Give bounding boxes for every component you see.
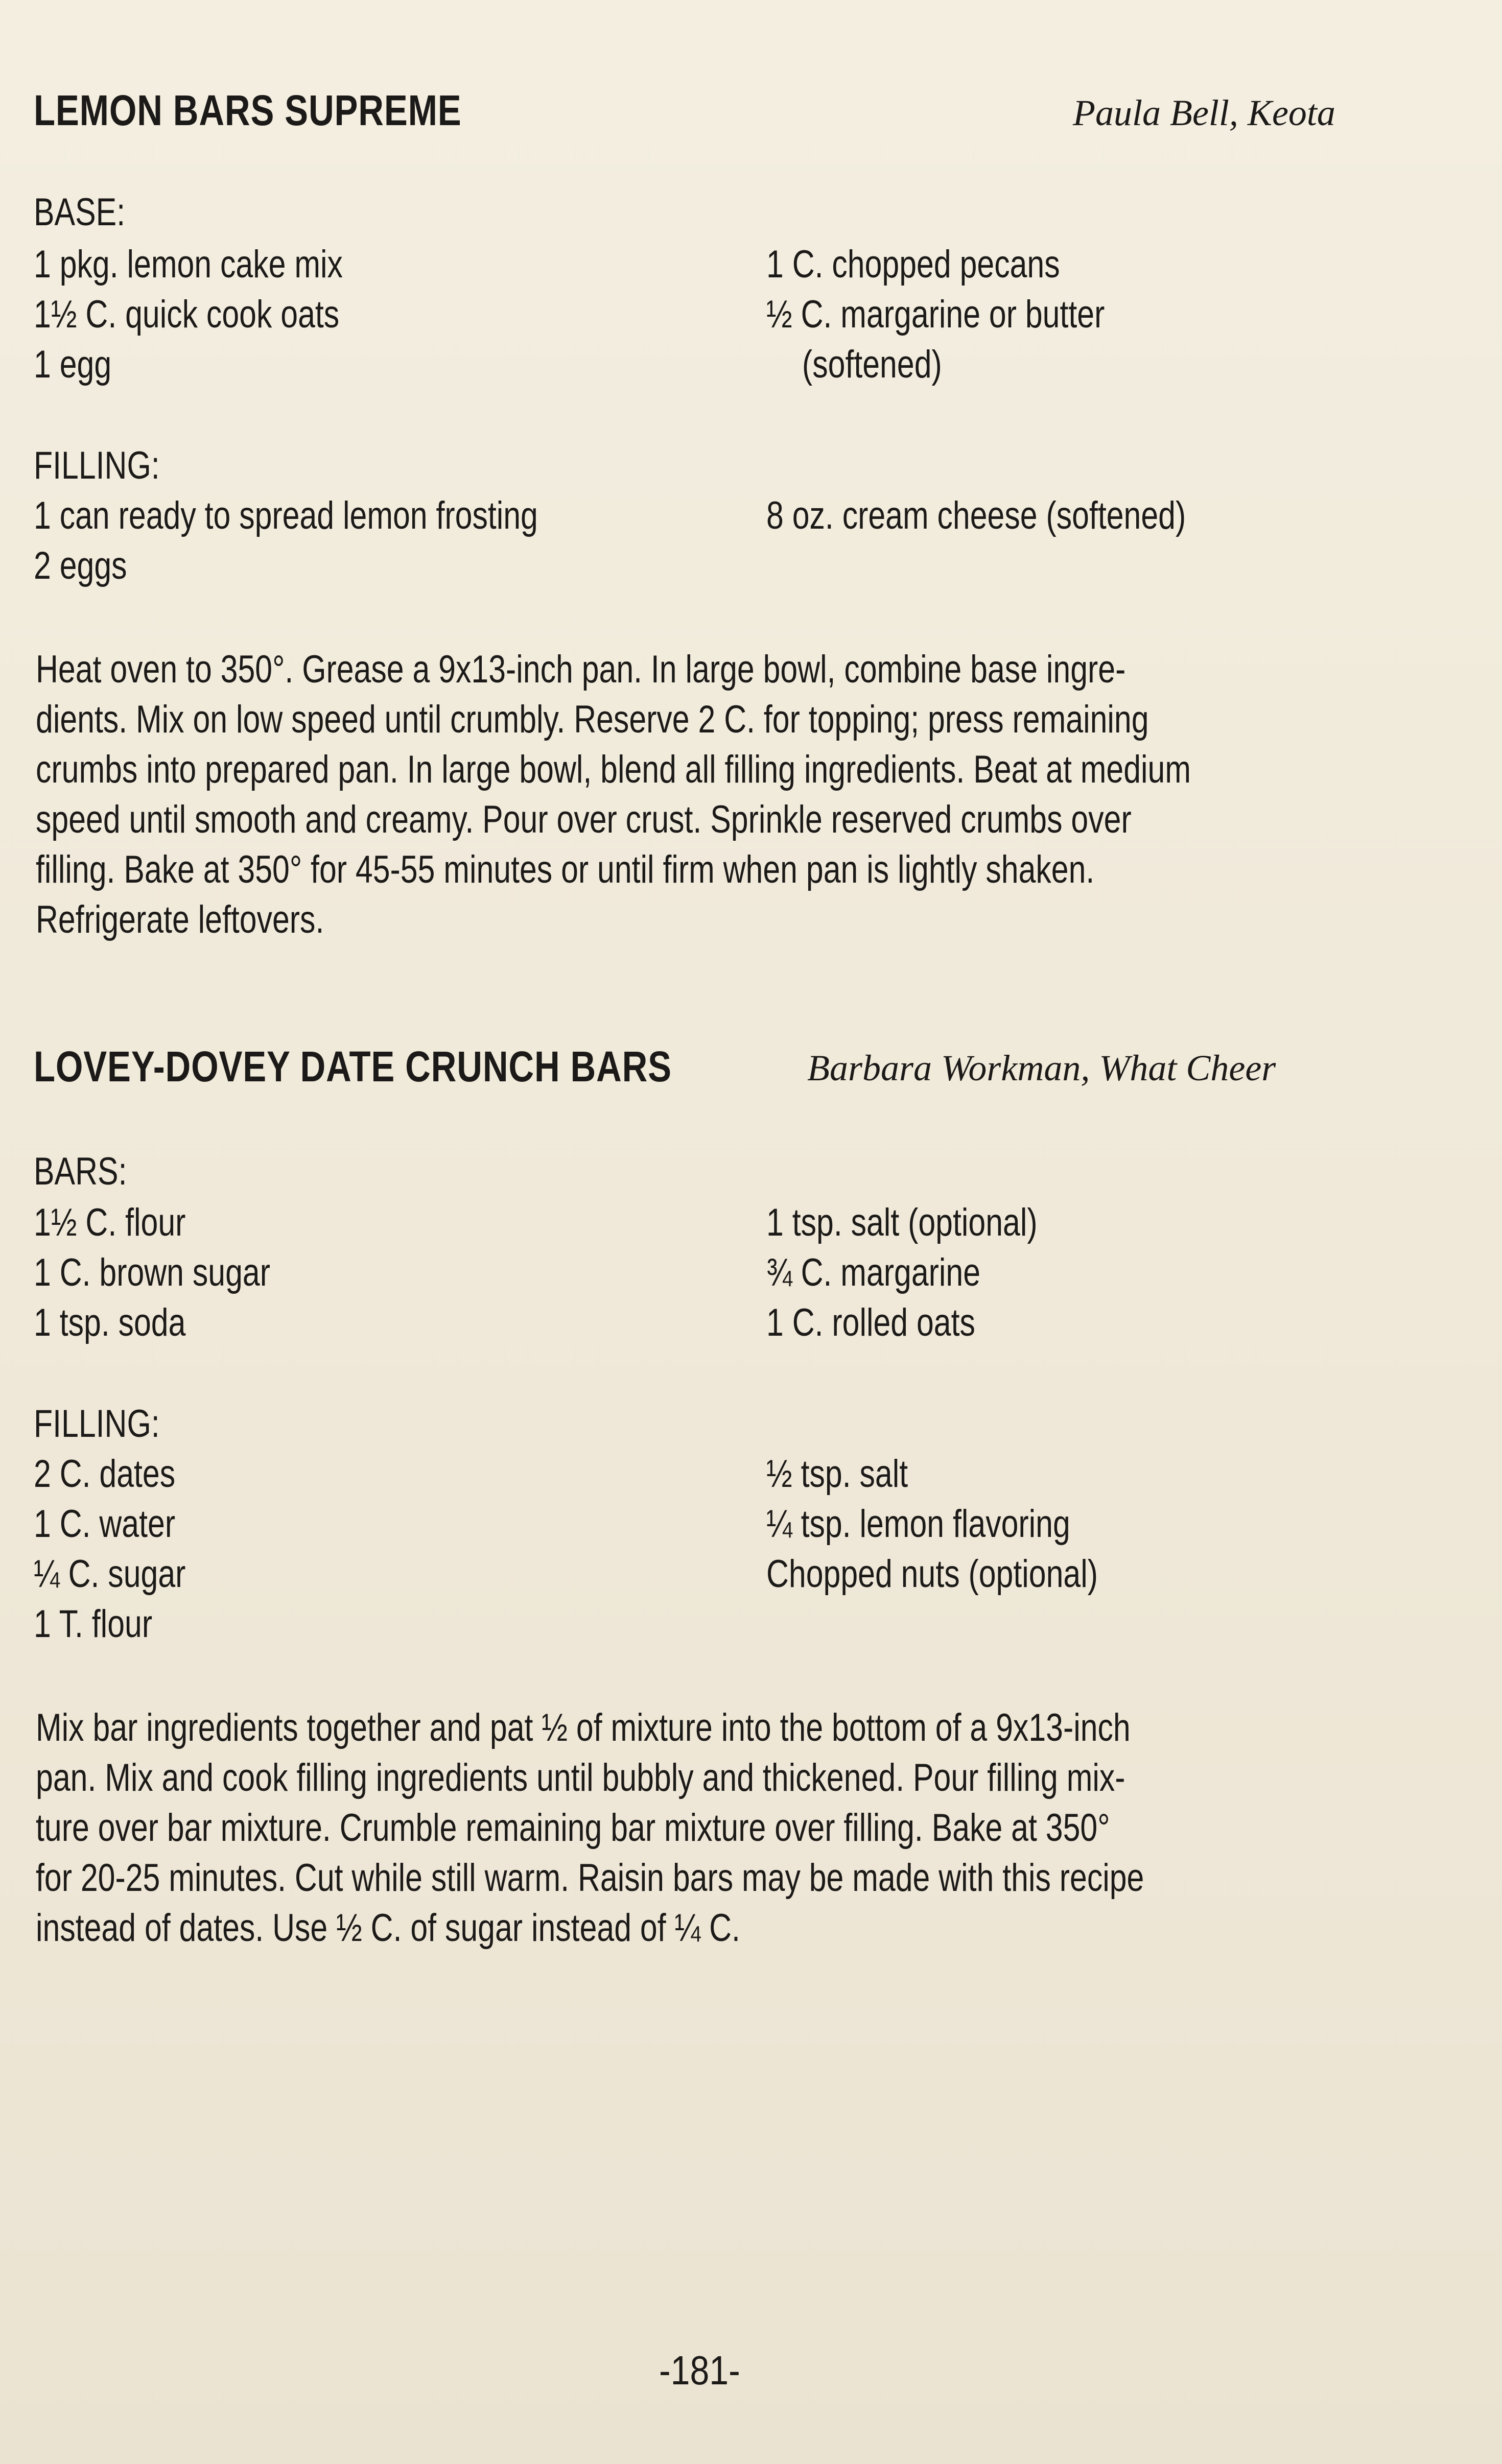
ingredient-line: 1 C. brown sugar — [34, 1251, 270, 1294]
ingredient-line: 8 oz. cream cheese (softened) — [766, 494, 1186, 537]
ingredient-line: 1½ C. flour — [34, 1201, 186, 1244]
directions-line: dients. Mix on low speed until crumbly. Reserve 2 C. for topping; press remaining — [36, 698, 1149, 741]
ingredient-line: 1 tsp. salt (optional) — [766, 1201, 1038, 1244]
recipe-directions — [36, 645, 1425, 945]
directions-line: filling. Bake at 350° for 45-55 minutes or until firm when pan is lightly shaken. — [36, 848, 1095, 891]
ingredient-line: 1 can ready to spread lemon frosting — [34, 494, 538, 537]
ingredient-line: ¾ C. margarine — [766, 1251, 981, 1294]
section-label-filling: FILLING: — [34, 1402, 160, 1446]
ingredient-line: 1 C. water — [34, 1502, 176, 1546]
ingredient-line: 2 C. dates — [34, 1452, 176, 1496]
directions-line: Heat oven to 350°. Grease a 9x13-inch pan. In large bowl, combine base ingre- — [36, 648, 1126, 691]
directions-line: crumbs into prepared pan. In large bowl, blend all filling ingredients. Beat at medium — [36, 748, 1191, 791]
ingredient-line: 1 egg — [34, 343, 112, 386]
ingredient-line: 1 pkg. lemon cake mix — [34, 243, 343, 286]
section-label-bars: BARS: — [34, 1150, 127, 1193]
directions-line: Refrigerate leftovers. — [36, 898, 324, 941]
recipe-title: LEMON BARS SUPREME — [34, 86, 462, 134]
directions-line: for 20-25 minutes. Cut while still warm. Raisin bars may be made with this recipe — [36, 1856, 1144, 1900]
ingredient-line: 1 C. chopped pecans — [766, 243, 1060, 286]
section-label-base: BASE: — [34, 191, 126, 234]
recipe-author: Paula Bell, Keota — [1073, 92, 1335, 133]
ingredient-line: ¼ C. sugar — [34, 1552, 186, 1596]
ingredient-line: ½ C. margarine or butter — [766, 293, 1105, 336]
ingredient-line: Chopped nuts (optional) — [766, 1552, 1098, 1596]
section-label-filling: FILLING: — [34, 444, 160, 487]
directions-line: pan. Mix and cook filling ingredients until bubbly and thickened. Pour filling mix- — [36, 1756, 1125, 1799]
directions-line: instead of dates. Use ½ C. of sugar instead of ¼ C. — [36, 1906, 740, 1950]
directions-line: speed until smooth and creamy. Pour over crust. Sprinkle reserved crumbs over — [36, 798, 1132, 841]
ingredient-line: (softened) — [802, 343, 942, 386]
recipe-author: Barbara Workman, What Cheer — [807, 1048, 1276, 1088]
ingredient-line: 1 T. flour — [34, 1602, 153, 1646]
ingredient-line: 1 C. rolled oats — [766, 1301, 975, 1344]
directions-line: Mix bar ingredients together and pat ½ of mixture into the bottom of a 9x13-inch — [36, 1706, 1131, 1749]
directions-line: ture over bar mixture. Crumble remaining bar mixture over filling. Bake at 350° — [36, 1806, 1110, 1850]
ingredient-line: 1 tsp. soda — [34, 1301, 186, 1344]
ingredient-line: ½ tsp. salt — [766, 1452, 908, 1496]
ingredient-line: 1½ C. quick cook oats — [34, 293, 340, 336]
page-number: -181- — [659, 2348, 740, 2393]
recipe-title: LOVEY-DOVEY DATE CRUNCH BARS — [34, 1043, 672, 1091]
ingredient-line: 2 eggs — [34, 544, 127, 587]
recipe-directions — [36, 1703, 1425, 1953]
ingredient-line: ¼ tsp. lemon flavoring — [766, 1502, 1070, 1546]
